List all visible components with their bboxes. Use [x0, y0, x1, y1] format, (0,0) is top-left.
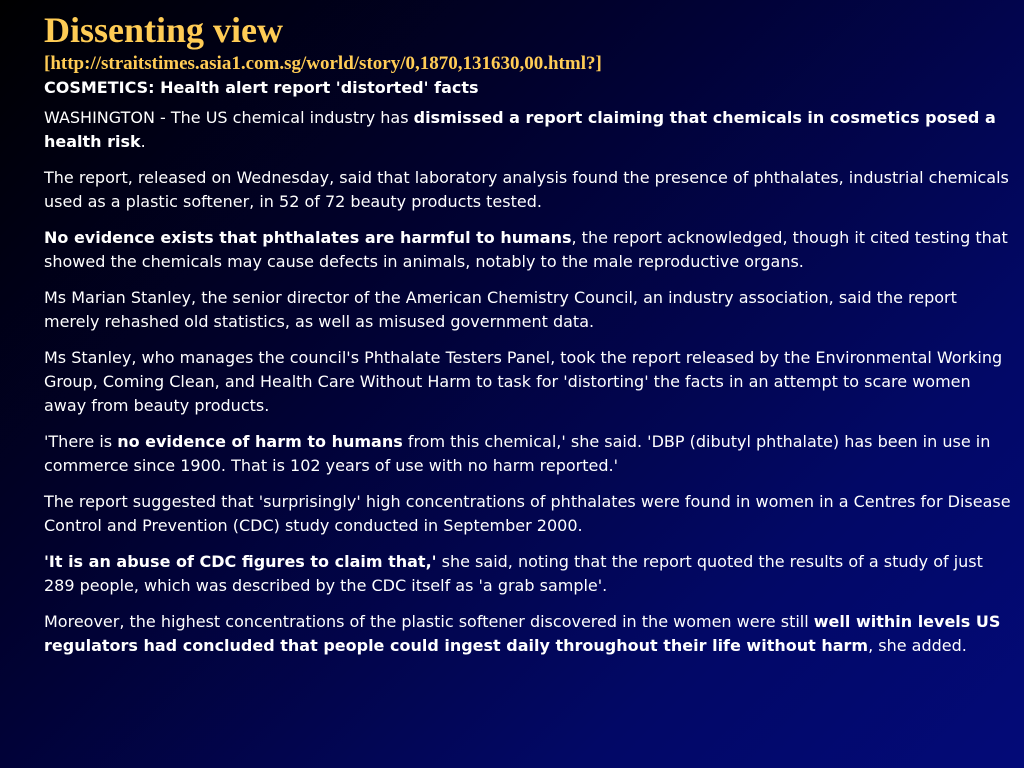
paragraph-emphasis: dismissed a report claiming that chemicals in cosmetics posed a health risk [44, 108, 996, 151]
paragraph-9 [44, 610, 1016, 658]
paragraph-text: The report, released on Wednesday, said that laboratory analysis found the presence of phthalates, industrial chemicals used as a plastic softener, in 52 of 72 beauty products tested. [44, 168, 1009, 211]
paragraph-6 [44, 430, 1016, 478]
paragraph-4 [44, 286, 1016, 334]
article-headline: COSMETICS: Health alert report 'distorted' facts [44, 78, 479, 97]
paragraph-text: 'There is [44, 432, 118, 451]
paragraph-emphasis: well within levels US regulators had concluded that people could ingest daily throughout their life without harm [44, 612, 1001, 655]
paragraph-3 [44, 226, 1016, 274]
slide-title: Dissenting view [44, 10, 284, 50]
paragraph-text: she said, noting that the report quoted the results of a study of just 289 people, which was described by the CDC itself as 'a grab sample'. [44, 552, 983, 595]
source-link[interactable]: [http://straitstimes.asia1.com.sg/world/story/0,1870,131630,00.html?] [44, 53, 602, 74]
paragraph-text: Ms Marian Stanley, the senior director of the American Chemistry Council, an industry association, said the report merely rehashed old statistics, as well as misused government data. [44, 288, 957, 331]
paragraph-emphasis: No evidence exists that phthalates are harmful to humans [44, 228, 572, 247]
paragraph-7 [44, 490, 1016, 538]
paragraph-5 [44, 346, 1016, 418]
paragraph-text: Ms Stanley, who manages the council's Phthalate Testers Panel, took the report released by the Environmental Working Group, Coming Clean, and Health Care Without Harm to task for 'distorting' the facts in an attempt to scare women away from beauty products. [44, 348, 1003, 415]
paragraph-text: Moreover, the highest concentrations of the plastic softener discovered in the women were still [44, 612, 814, 631]
paragraph-emphasis: no evidence of harm to humans [117, 432, 403, 451]
paragraph-2 [44, 166, 1016, 214]
paragraph-text: , she added. [868, 636, 967, 655]
paragraph-text: , the report acknowledged, though it cited testing that showed the chemicals may cause defects in animals, notably to the male reproductive organs. [44, 228, 1008, 271]
paragraph-text: . [140, 132, 146, 151]
slide-content [44, 8, 1016, 670]
paragraph-emphasis: 'It is an abuse of CDC figures to claim that,' [44, 552, 437, 571]
paragraph-text: The report suggested that 'surprisingly' high concentrations of phthalates were found in women in a Centres for Disease Control and Prevention (CDC) study conducted in September 2000. [44, 492, 1011, 535]
paragraph-text: from this chemical,' she said. 'DBP (dibutyl phthalate) has been in use in commerce since 1900. That is 102 years of use with no harm reported.' [44, 432, 991, 475]
paragraph-text: WASHINGTON - The US chemical industry has [44, 108, 414, 127]
paragraph-1 [44, 106, 1016, 154]
paragraph-8 [44, 550, 1016, 598]
